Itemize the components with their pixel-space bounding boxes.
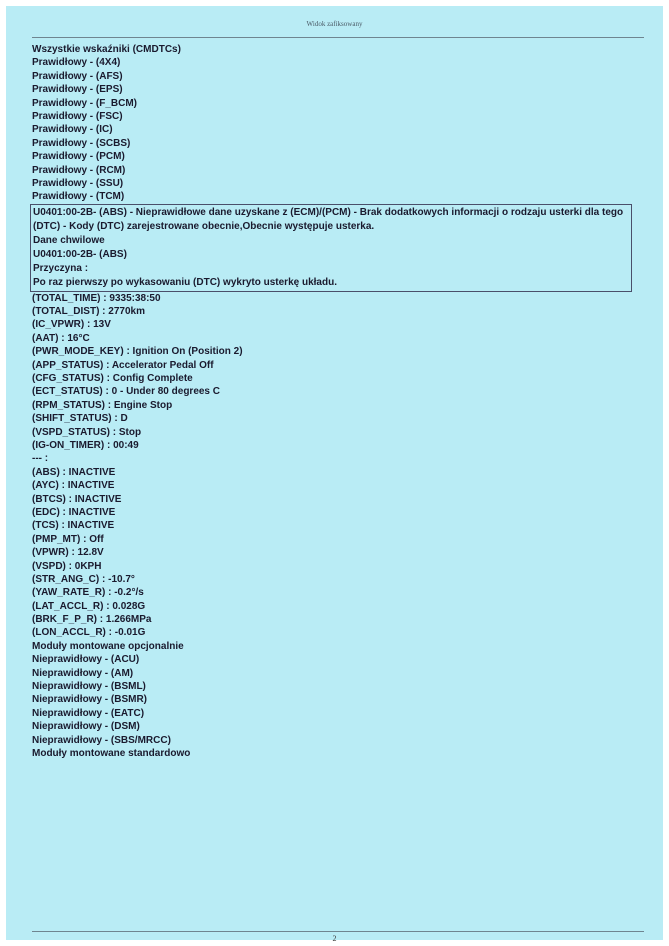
freeze-params-list: [32, 292, 644, 453]
list-item: Prawidłowy - (FSC): [32, 110, 123, 122]
list-item: (AAT) : 16°C: [32, 332, 90, 344]
list-item: (BTCS) : INACTIVE: [32, 493, 122, 505]
dtc-description: U0401:00-2B- (ABS) - Nieprawidłowe dane uzyskane z (ECM)/(PCM) - Brak dodatkowych informacji o rodzaju usterki dla tego (DTC) - Kody (DTC) zarejestrowane obecnie,Obecnie występuje usterka.: [33, 206, 624, 232]
list-item: Prawidłowy - (SCBS): [32, 137, 131, 149]
list-item: (ECT_STATUS) : 0 - Under 80 degrees C: [32, 386, 220, 398]
list-item: (EDC) : INACTIVE: [32, 506, 116, 518]
list-item: (IC_VPWR) : 13V: [32, 319, 111, 331]
page-number: 2: [332, 934, 337, 943]
list-item: (PMP_MT) : Off: [32, 533, 104, 545]
all-indicators-heading: Wszystkie wskaźniki (CMDTCs): [32, 44, 181, 55]
standard-modules-heading: Moduły montowane standardowo: [32, 747, 191, 759]
list-item: (AYC) : INACTIVE: [32, 480, 115, 492]
list-item: Nieprawidłowy - (BSMR): [32, 694, 148, 706]
optional-modules-list: [32, 653, 644, 747]
list-item: (TOTAL_DIST) : 2770km: [32, 306, 145, 318]
list-item: (CFG_STATUS) : Config Complete: [32, 373, 193, 385]
document-page: [6, 6, 663, 943]
page-header-title: Widok zafiksowany: [306, 20, 363, 28]
list-item: (BRK_F_P_R) : 1.266MPa: [32, 614, 152, 626]
list-item: (RPM_STATUS) : Engine Stop: [32, 399, 173, 411]
list-item: Prawidłowy - (EPS): [32, 84, 123, 96]
list-item: (TOTAL_TIME) : 9335:38:50: [32, 292, 161, 304]
list-item: (VSPD) : 0KPH: [32, 560, 102, 572]
freeze-frame-label: Dane chwilowe: [33, 234, 105, 246]
list-item: Prawidłowy - (RCM): [32, 164, 126, 176]
cause-text: Po raz pierwszy po wykasowaniu (DTC) wykryto usterkę układu.: [33, 276, 337, 288]
optional-modules-heading: Moduły montowane opcjonalnie: [32, 640, 184, 652]
list-item: Nieprawidłowy - (DSM): [32, 721, 140, 733]
list-item: (LON_ACCL_R) : -0.01G: [32, 627, 146, 639]
list-item: (PWR_MODE_KEY) : Ignition On (Position 2): [32, 346, 243, 358]
list-item: Nieprawidłowy - (BSML): [32, 681, 146, 693]
list-item: Prawidłowy - (4X4): [32, 57, 121, 69]
list-item: (TCS) : INACTIVE: [32, 520, 115, 532]
list-item: Nieprawidłowy - (SBS/MRCC): [32, 734, 171, 746]
report-content: [32, 43, 644, 760]
list-item: (YAW_RATE_R) : -0.2°/s: [32, 587, 144, 599]
list-item: (SHIFT_STATUS) : D: [32, 413, 128, 425]
list-item: Prawidłowy - (PCM): [32, 151, 125, 163]
abs-params-list: [32, 466, 644, 640]
list-item: (ABS) : INACTIVE: [32, 466, 116, 478]
list-item: Prawidłowy - (TCM): [32, 191, 125, 203]
list-item: Nieprawidłowy - (AM): [32, 667, 134, 679]
list-item: (VSPD_STATUS) : Stop: [32, 426, 142, 438]
dtc-code: U0401:00-2B- (ABS): [33, 248, 127, 260]
list-item: (IG-ON_TIMER) : 00:49: [32, 439, 139, 451]
footer-divider: [32, 931, 644, 932]
header-divider: [32, 37, 644, 38]
list-item: Nieprawidłowy - (EATC): [32, 707, 145, 719]
list-item: (STR_ANG_C) : -10.7°: [32, 573, 135, 585]
list-item: (VPWR) : 12.8V: [32, 547, 104, 559]
section-separator: --- :: [32, 453, 49, 465]
ok-modules-list: [32, 56, 644, 203]
list-item: Prawidłowy - (SSU): [32, 177, 124, 189]
list-item: Prawidłowy - (IC): [32, 124, 113, 136]
cause-label: Przyczyna :: [33, 262, 89, 274]
list-item: Prawidłowy - (F_BCM): [32, 97, 138, 109]
dtc-detail-box: [30, 204, 632, 292]
list-item: Prawidłowy - (AFS): [32, 70, 123, 82]
list-item: Nieprawidłowy - (ACU): [32, 654, 140, 666]
list-item: (LAT_ACCL_R) : 0.028G: [32, 600, 146, 612]
list-item: (APP_STATUS) : Accelerator Pedal Off: [32, 359, 214, 371]
